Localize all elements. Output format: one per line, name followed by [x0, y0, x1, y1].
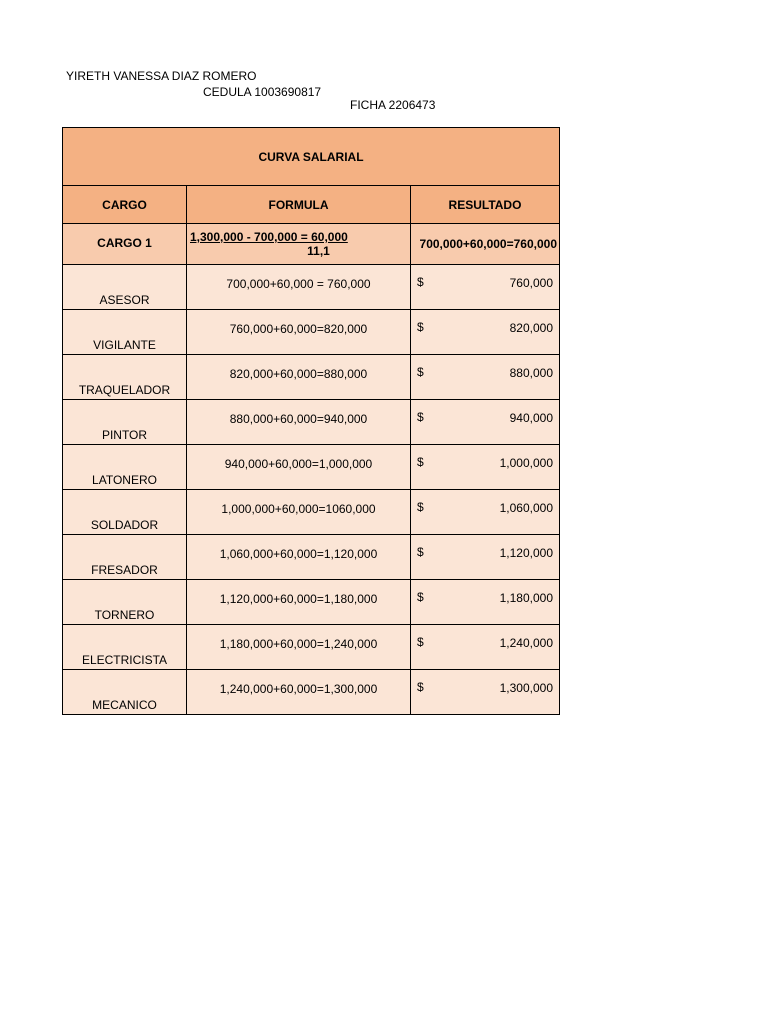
title-row: [63, 128, 560, 186]
resultado-cell: [411, 580, 560, 625]
cedula-line: CEDULA 1003690817: [203, 85, 322, 99]
table-row: [63, 535, 560, 580]
first-resultado-cell: 700,000+60,000=760,000: [411, 224, 560, 265]
currency-symbol: $: [417, 455, 424, 469]
cargo-cell: ASESOR: [63, 265, 187, 310]
resultado-cell: [411, 400, 560, 445]
resultado-amount: 820,000: [509, 321, 553, 335]
increment-divisor: 11,1: [307, 244, 330, 258]
cargo-cell: FRESADOR: [63, 535, 187, 580]
resultado-amount: 880,000: [509, 366, 553, 380]
table-row: [63, 490, 560, 535]
resultado-amount: 940,000: [509, 411, 553, 425]
cargo-cell: ELECTRICISTA: [63, 625, 187, 670]
formula-cell: 820,000+60,000=880,000: [187, 355, 411, 400]
currency-symbol: $: [417, 320, 424, 334]
author-name: YIRETH VANESSA DIAZ ROMERO: [66, 69, 257, 83]
table-row: [63, 400, 560, 445]
column-header-resultado: RESULTADO: [411, 186, 560, 224]
first-cargo-row: [63, 224, 560, 265]
formula-cell: 1,060,000+60,000=1,120,000: [187, 535, 411, 580]
resultado-cell: [411, 625, 560, 670]
resultado-cell: [411, 535, 560, 580]
table-row: [63, 670, 560, 715]
table-row: [63, 310, 560, 355]
resultado-amount: 1,000,000: [499, 456, 553, 470]
formula-cell: 1,180,000+60,000=1,240,000: [187, 625, 411, 670]
resultado-amount: 1,240,000: [499, 636, 553, 650]
table-row: [63, 625, 560, 670]
resultado-cell: [411, 490, 560, 535]
formula-cell: 1,240,000+60,000=1,300,000: [187, 670, 411, 715]
table-row: [63, 355, 560, 400]
resultado-amount: 1,180,000: [499, 591, 553, 605]
column-header-cargo: CARGO: [63, 186, 187, 224]
currency-symbol: $: [417, 410, 424, 424]
formula-cell: 1,000,000+60,000=1060,000: [187, 490, 411, 535]
increment-formula: 1,300,000 - 700,000 = 60,000: [190, 230, 348, 244]
currency-symbol: $: [417, 500, 424, 514]
formula-cell: 880,000+60,000=940,000: [187, 400, 411, 445]
currency-symbol: $: [417, 635, 424, 649]
resultado-cell: [411, 355, 560, 400]
cargo-cell: LATONERO: [63, 445, 187, 490]
salary-curve-table: [62, 127, 560, 715]
resultado-cell: [411, 265, 560, 310]
cargo-cell: SOLDADOR: [63, 490, 187, 535]
cargo-cell: VIGILANTE: [63, 310, 187, 355]
currency-symbol: $: [417, 545, 424, 559]
cargo-cell: TRAQUELADOR: [63, 355, 187, 400]
resultado-amount: 1,120,000: [499, 546, 553, 560]
ficha-line: FICHA 2206473: [350, 98, 436, 112]
cargo-cell: PINTOR: [63, 400, 187, 445]
currency-symbol: $: [417, 365, 424, 379]
currency-symbol: $: [417, 275, 424, 289]
cargo-cell: MECANICO: [63, 670, 187, 715]
formula-cell: 940,000+60,000=1,000,000: [187, 445, 411, 490]
table-row: [63, 445, 560, 490]
currency-symbol: $: [417, 590, 424, 604]
resultado-amount: 1,300,000: [499, 681, 553, 695]
cargo-cell: TORNERO: [63, 580, 187, 625]
resultado-cell: [411, 670, 560, 715]
formula-cell: 1,120,000+60,000=1,180,000: [187, 580, 411, 625]
resultado-amount: 760,000: [509, 276, 553, 290]
formula-cell: 700,000+60,000 = 760,000: [187, 265, 411, 310]
resultado-amount: 1,060,000: [499, 501, 553, 515]
increment-calculation-cell: [187, 224, 411, 265]
cargo-cell: CARGO 1: [63, 224, 187, 265]
resultado-cell: [411, 310, 560, 355]
table-row: [63, 265, 560, 310]
column-header-row: [63, 186, 560, 224]
table-title: CURVA SALARIAL: [63, 128, 560, 186]
resultado-cell: [411, 445, 560, 490]
column-header-formula: FORMULA: [187, 186, 411, 224]
table-row: [63, 580, 560, 625]
formula-cell: 760,000+60,000=820,000: [187, 310, 411, 355]
currency-symbol: $: [417, 680, 424, 694]
